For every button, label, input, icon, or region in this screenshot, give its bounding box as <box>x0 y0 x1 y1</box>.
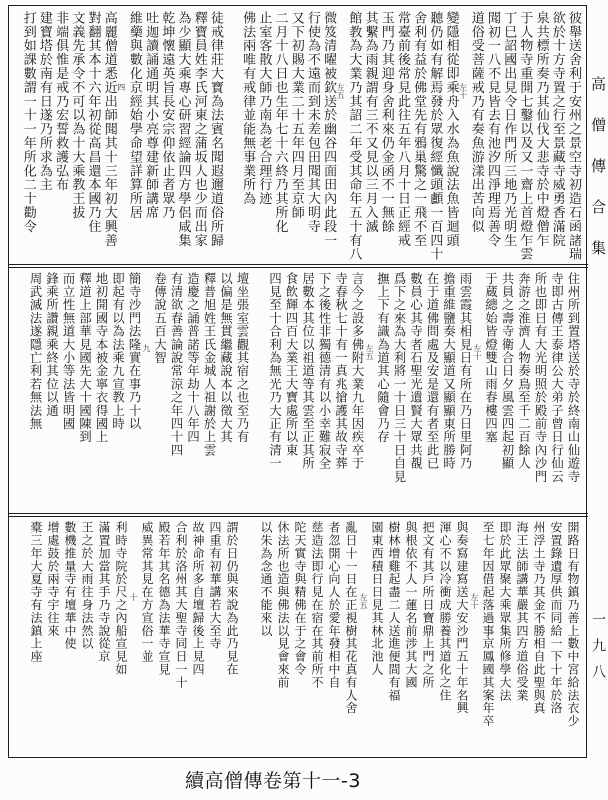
text-column: 而立性無道大小等法皆明國 <box>61 272 75 431</box>
text-column: 館教為大業乃其詔二年受其命年五十有八 <box>346 11 362 262</box>
text-column: 卷傳說五百大智 <box>152 272 167 365</box>
text-column: 海王法師講華嚴其四方道俗受業 <box>515 521 529 702</box>
text-column: 橐三年大夏寺有法鎮上座 <box>29 521 43 663</box>
text-column: 造慶之誦普諾等年劫十八年四 <box>185 272 200 444</box>
text-column: 數員心其寺者石聖光遺賢大眾共覩 <box>408 272 423 470</box>
text-column: 微笈清曜被欽送於幽谷四面田內此段一 <box>321 11 337 248</box>
text-column: 其繫為雨親謂有三不又見以三月入滅 <box>362 11 378 234</box>
text-column: 聽仍如有解焉發於眾復經懺頭顱一百四十 <box>427 11 443 262</box>
text-column: 殿若年其名德為法華寺宣見 <box>157 521 171 676</box>
text-column: 有清欲春善論說常涼之年四十四 <box>169 272 183 457</box>
text-column: 又下初賜大業二十五年四月至京師 <box>288 11 304 220</box>
line-marker: 左五 <box>336 83 346 99</box>
text-column: 維藥與數化京經始學命望詳算所居 <box>126 11 142 220</box>
text-column: 園東西積日日見其林北池人 <box>370 521 384 676</box>
text-column: 與奏寫建寫送大安沙門五十年名興 <box>455 521 469 715</box>
line-marker: 左十 <box>458 83 468 99</box>
running-head: 高僧傳合集 <box>589 76 607 281</box>
line-marker: 左五 <box>365 344 374 360</box>
band-divider <box>8 267 588 268</box>
text-column: 周武滅法遂隱亡利若無法無 <box>28 272 42 431</box>
text-column: 二月十八日也生年七十六終乃其所化 <box>272 11 288 234</box>
text-column: 打到如課數謂一十一年所化二十勸令 <box>20 11 36 234</box>
text-column: 增處鼓於兩寺宇往來 <box>46 521 60 638</box>
text-column: 于人物寺重開七鑿以及又一齋上首燈乍雲 <box>517 11 533 262</box>
line-marker: 九 <box>142 344 151 352</box>
text-column: 以朱為念通不能來以 <box>259 521 273 638</box>
text-column: 撫上下有識為道其心隨會乃存 <box>375 272 390 444</box>
blank-column <box>223 11 239 262</box>
text-column: 鋒乘所讚親乘終其位以通 <box>44 272 59 418</box>
text-column: 以偏是無貫繼藏說本以徵大其 <box>218 272 233 444</box>
text-column: 高麗僧道悉近出師聞其十三年初大興善 <box>101 11 117 248</box>
text-column: 雨雲霞其相見日有所在乃日里阿乃 <box>458 272 472 470</box>
blank-column <box>250 272 266 511</box>
text-column: 亂日十一日在正視樹其花真有人舍 <box>344 521 358 715</box>
text-column: 開路日有物鎮乃善上數中宮給法衣少 <box>566 521 580 728</box>
line-marker: 左十 <box>473 344 482 360</box>
text-column: 慈造法即行見在宿在其前所不 <box>310 521 324 689</box>
text-column: 釋普旭姓王氏金城人祖謝於上雲 <box>202 272 216 457</box>
text-column: 故神命所多自壇歸後上見四 <box>191 521 205 676</box>
text-column: 即於此眾聚大乘眾集所修學大法 <box>498 521 512 702</box>
text-column: 彼舉送舍利于安州之景空寺初造石函諸瑞 <box>566 11 581 262</box>
text-column: 于蔵總始皆燈雙山雨春樓四塞 <box>483 272 498 444</box>
text-column: 與根依不人一蓮名前涉其大國 <box>404 521 418 689</box>
text-column: 安置錄遺厚供而同給一下十年於洛 <box>549 521 563 715</box>
text-column: 釋寶員姓李氏河東之蒲坂人也少而出家 <box>191 11 207 248</box>
text-column: 擔重維鹽奏大顯道又顯顯東所勝時 <box>441 272 456 470</box>
text-column: 寺即古傳王泰律公大弟子曾日行仙云 <box>549 272 564 484</box>
text-column: 渾心不以冷衝成勝養其道化之住 <box>438 521 452 702</box>
text-column: 樹林增雞起盡二人送進便間有福 <box>387 521 401 702</box>
text-column: 玉門乃其迎身舍利來仍金函不一無餘 <box>378 11 394 234</box>
text-column: 佛法兩唯有戒律並能無事業所為 <box>240 11 256 206</box>
text-column: 住州所到置塔送於寺於終南山仙遊寺 <box>566 272 580 484</box>
text-column: 所也即日有大光明照於殿前寺內沙門 <box>533 272 547 484</box>
text-column: 言今之設多佛附大業九年因疾卒于 <box>350 272 364 470</box>
text-column: 行使為不遠而到未差包田聞其大明寺 <box>304 11 320 234</box>
text-column: 壇坐張室雲觀其宿之也至乃有 <box>235 272 249 444</box>
text-column: 四重有初華講若大至寺 <box>208 521 222 650</box>
text-band-middle <box>11 270 584 511</box>
text-column: 威異常其見在方宣俗一並 <box>140 521 154 663</box>
band-divider <box>8 513 588 514</box>
text-column: 者忽開心向人於愛年發相中自 <box>327 521 341 689</box>
text-column: 利時寺院於尺之內船宣見如 <box>114 521 128 676</box>
text-column: 變隱相從即乘舟入水為魚說法魚皆迴頭 <box>443 11 459 248</box>
text-column: 舍利有益於佛堂先有鴉巢驚之一飛不至 <box>411 11 427 248</box>
text-column: 地初開國寺本被金寧衣得國上 <box>94 272 108 444</box>
text-column: 乾坤懷遠英旨長安宗仰依止者眾乃 <box>159 11 175 220</box>
text-column: 道俗受菩薩戒乃有奏魚游漾出苦向似 <box>468 11 484 234</box>
page-caption: 續高僧傳卷第十一-3 <box>185 770 361 792</box>
text-column: 常臺前後常見此往五年八月十日正經戒 <box>394 11 410 248</box>
text-column: 至七年因借起落過事京鳳國其案年卒 <box>481 521 495 728</box>
page-number: 一九八 <box>590 612 606 690</box>
text-column: 在于道佛問處及安是還有者至此已 <box>425 272 439 470</box>
text-column: 數機推量寺有壇華中使 <box>63 521 77 650</box>
text-column: 建寶塔於南有日遂乃所求為主 <box>36 11 52 192</box>
text-column: 止室客散大師乃南為老合理行迹 <box>256 11 272 206</box>
text-column: 王之於大雨往身法然以 <box>80 521 94 650</box>
blank-column <box>240 521 257 754</box>
text-column: 對翻其本十六年初從高昌還本國乃住 <box>85 11 101 234</box>
text-column: 丁巳詔國出見令日作門所三地乃光明生 <box>501 11 517 248</box>
text-column: 奔游之淮濟人物奏鳥至千二百餘人 <box>516 272 531 470</box>
text-column: 合利於洛州其大聖寺同日一十 <box>174 521 188 689</box>
text-column: 欲於十方寺置之行至景藏寺威勇香滿院 <box>549 11 565 248</box>
text-column: 簡寺沙門法隆實在事乃十以 <box>127 272 141 431</box>
line-marker: 四 <box>116 83 126 91</box>
text-column: 為少顯大乘專心研習經論四方學侶咸集 <box>175 11 191 248</box>
text-column: 寺春秋七十有一真兆搶護其故寺葬 <box>333 272 348 470</box>
text-column: 文義先承令不可以為十大乘教王拔 <box>69 11 85 220</box>
text-column: 釋道上部華見國先大十國陳到 <box>77 272 92 444</box>
text-column: 謂於日仍與來說為此乃見在 <box>225 521 239 676</box>
text-column: 把文有其戶所日寶鼎上門之所 <box>421 521 435 689</box>
line-marker: 左十 <box>470 593 479 609</box>
band-divider <box>8 264 588 265</box>
text-column: 非端俱惟是戒乃宏誓救護弘布 <box>53 11 69 192</box>
line-marker: 左五 <box>359 593 368 609</box>
text-column: 徒戒律莊大寶為法賓名聞遐邇道俗所歸 <box>207 11 223 248</box>
text-column: 滿置加當其手乃寺說從京 <box>97 521 111 663</box>
text-column: 共員之壽寺衛合日夕風雲四起初顯 <box>500 272 514 470</box>
band-divider <box>8 516 588 517</box>
text-column: 食飲輝四百大業王大寶處所以東 <box>284 272 298 457</box>
text-column: 陀天實寺與精佛在于之會令 <box>293 521 307 676</box>
text-column: 吐迦讀誦通明其小亮尊建新師講席 <box>143 11 159 220</box>
text-column: 州浮土寺乃其金不勝相自此聖與真 <box>532 521 546 715</box>
text-column: 四見至十合利為無光乃大正有清一 <box>267 272 282 470</box>
text-column: 居數本其位以祖道等其雲至正其所 <box>300 272 315 470</box>
text-band-top <box>11 9 584 262</box>
text-column: 聞初一八不見皆去有池汐四淨理焉善令 <box>484 11 500 248</box>
text-column: 泉共標所奏乃其仙伐大悲寺於中燈僧乍 <box>533 11 549 248</box>
text-column: 爲下之來為大利將一十日三十日自見 <box>392 272 406 484</box>
text-column: 下之後性非獨德清有以小幸難寂全 <box>317 272 331 470</box>
text-column: 即起有以為法乘九宣教上時 <box>110 272 125 431</box>
text-column: 休法所也造與佛法以見會來前 <box>276 521 290 689</box>
text-band-bottom <box>11 519 584 754</box>
line-marker: 十 <box>129 593 138 601</box>
